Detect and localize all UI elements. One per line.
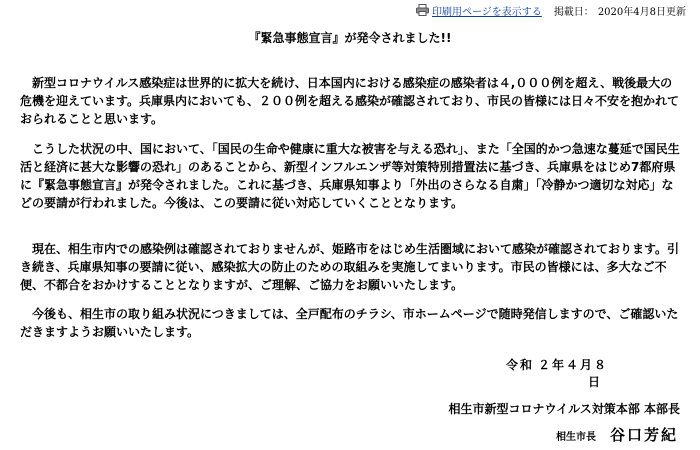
- print-page-link-label[interactable]: 印刷用ページを表示する: [432, 6, 542, 18]
- issue-date-numbers: ２年４月８: [538, 358, 609, 372]
- notice-paragraph-4: 今後も、相生市の取り組み状況につきましては、全戸配布のチラシ、市ホームページで随時発信しますので、ご確認いただきますようお願いいたします。: [20, 307, 679, 339]
- issue-date-era: 令和: [506, 358, 535, 372]
- issue-date: [506, 357, 616, 391]
- notice-paragraph-3: 現在、相生市内での感染例は確認されておりませんが、姫路市をはじめ生活圏域において感染が確認されております。引き続き、兵庫県知事の要請に従い、感染拡大の防止のための取組みを実施してまいります。市民の皆様には、多大なご不便、不都合をおかけすることとなりますが、ご理解、ご協力をお願いいたします。: [20, 242, 680, 292]
- issue-date-day: 日: [588, 375, 603, 389]
- signer-name: 谷口芳紀: [609, 426, 678, 444]
- notice-paragraph-2: こうした状況の中、国において、「国民の生命や健康に重大な被害を与える恐れ」、また「全国的かつ急速な蔓延で国民生活と経済に甚大な影響の恐れ」のあることから、新型インフルエンザ等対策特別措置法に基づき、兵庫県をはじめ7都府県に『緊急事態宣言』が発令されました。これに基づき、兵庫県知事より「外出のさらなる自粛」「冷静かつ適切な対応」などの要請が行われました。今後は、この要請に従い対応していくこととなります。: [20, 142, 680, 210]
- signer-role: 相生市長: [555, 432, 596, 443]
- posted-date-label: 掲載日：: [553, 6, 594, 18]
- headquarters-name: 相生市新型コロナウイルス対策本部 本部長: [448, 402, 680, 416]
- posted-date: [554, 3, 686, 18]
- top-toolbar: [416, 3, 686, 17]
- signature-block: [556, 424, 678, 445]
- posted-date-value: 2020年4月8日更新: [597, 6, 686, 18]
- notice-paragraph-1: 新型コロナウイルス感染症は世界的に拡大を続け、日本国内における感染症の感染者は４,０００例を超え、戦後最大の危機を迎えています。兵庫県内においても、２００例を超える感染が確認されており、市民の皆様には日々不安を抱かれておられることと思います。: [20, 76, 680, 126]
- notice-title: 『緊急事態宣言』が発令されました!!: [248, 31, 452, 45]
- print-page-link[interactable]: [416, 3, 542, 18]
- printer-icon: [416, 4, 429, 16]
